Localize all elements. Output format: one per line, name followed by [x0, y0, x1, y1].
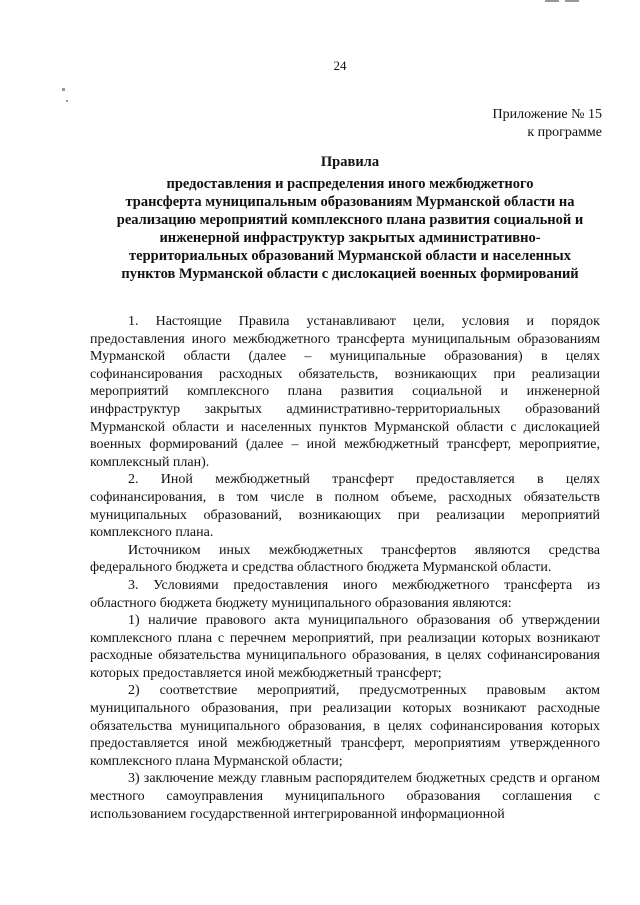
scan-artifact — [66, 100, 68, 102]
title-line: территориальных образований Мурманской области и населенных — [129, 248, 571, 264]
appendix-line-2: к программе — [527, 125, 602, 140]
title-line: трансферта муниципальным образованиям Мурманской области на — [125, 194, 575, 210]
paragraph-sources: Источником иных межбюджетных трансфертов являются средства федерального бюджета и средства областного бюджета Мурманской области. — [90, 542, 600, 576]
title-line: пунктов Мурманской области с дислокацией военных формирований — [121, 266, 579, 282]
title-line: инженерной инфраструктур закрытых административно- — [159, 230, 541, 246]
condition-2: 2) соответствие мероприятий, предусмотренных правовым актом муниципального образования, при реализации которых возникают расходные обязательства муниципального образования, в целях софинансирования которых предоставляется иной межбюджетный трансферт, мероприятиям утвержденного комплексного плана Мурманской области; — [90, 683, 600, 769]
page-number: 24 — [333, 58, 347, 73]
paragraph-1: 1. Настоящие Правила устанавливают цели, условия и порядок предоставления иного межбюджетного трансферта муниципальным образованиям Мурманской области (далее – муниципальные образования) в целях софинансирования расходных обязательств, возникающих при реализации мероприятий комплексного плана развития социальной и инженерной инфраструктур закрытых административно-территориальных образований Мурманской области и населенных пунктов Мурманской области с дислокацией военных формирований (далее – иной межбюджетный трансферт, мероприятие, комплексный план). — [90, 314, 600, 470]
condition-1: 1) наличие правового акта муниципального образования об утверждении комплексного плана с перечнем мероприятий, при реализации которых возникают расходные обязательства муниципального образования, в целях софинансирования которых предоставляется иной межбюджетный трансферт; — [90, 613, 600, 681]
document-title — [90, 153, 610, 283]
appendix-label — [493, 106, 603, 142]
condition-3: 3) заключение между главным распорядителем бюджетных средств и органом местного самоуправления муниципального образования соглашения с использованием государственной интегрированной информационной — [90, 771, 600, 822]
paragraph-3: 3. Условиями предоставления иного межбюджетного трансферта из областного бюджета бюджету муниципального образования являются: — [90, 577, 600, 611]
title-line: реализацию мероприятий комплексного плана развития социальной и — [116, 212, 584, 228]
scan-artifact — [545, 0, 559, 2]
scan-artifact — [62, 88, 65, 91]
title-line: предоставления и распределения иного межбюджетного — [166, 176, 534, 192]
paragraph-2: 2. Иной межбюджетный трансферт предоставляется в целях софинансирования, в том числе в полном объеме, расходных обязательств муниципальных образований, возникающих при реализации мероприятий комплексного плана. — [90, 472, 600, 541]
title-heading: Правила — [320, 154, 380, 170]
scan-artifact — [565, 0, 579, 2]
appendix-line-1: Приложение № 15 — [492, 107, 602, 122]
document-body — [90, 313, 600, 823]
